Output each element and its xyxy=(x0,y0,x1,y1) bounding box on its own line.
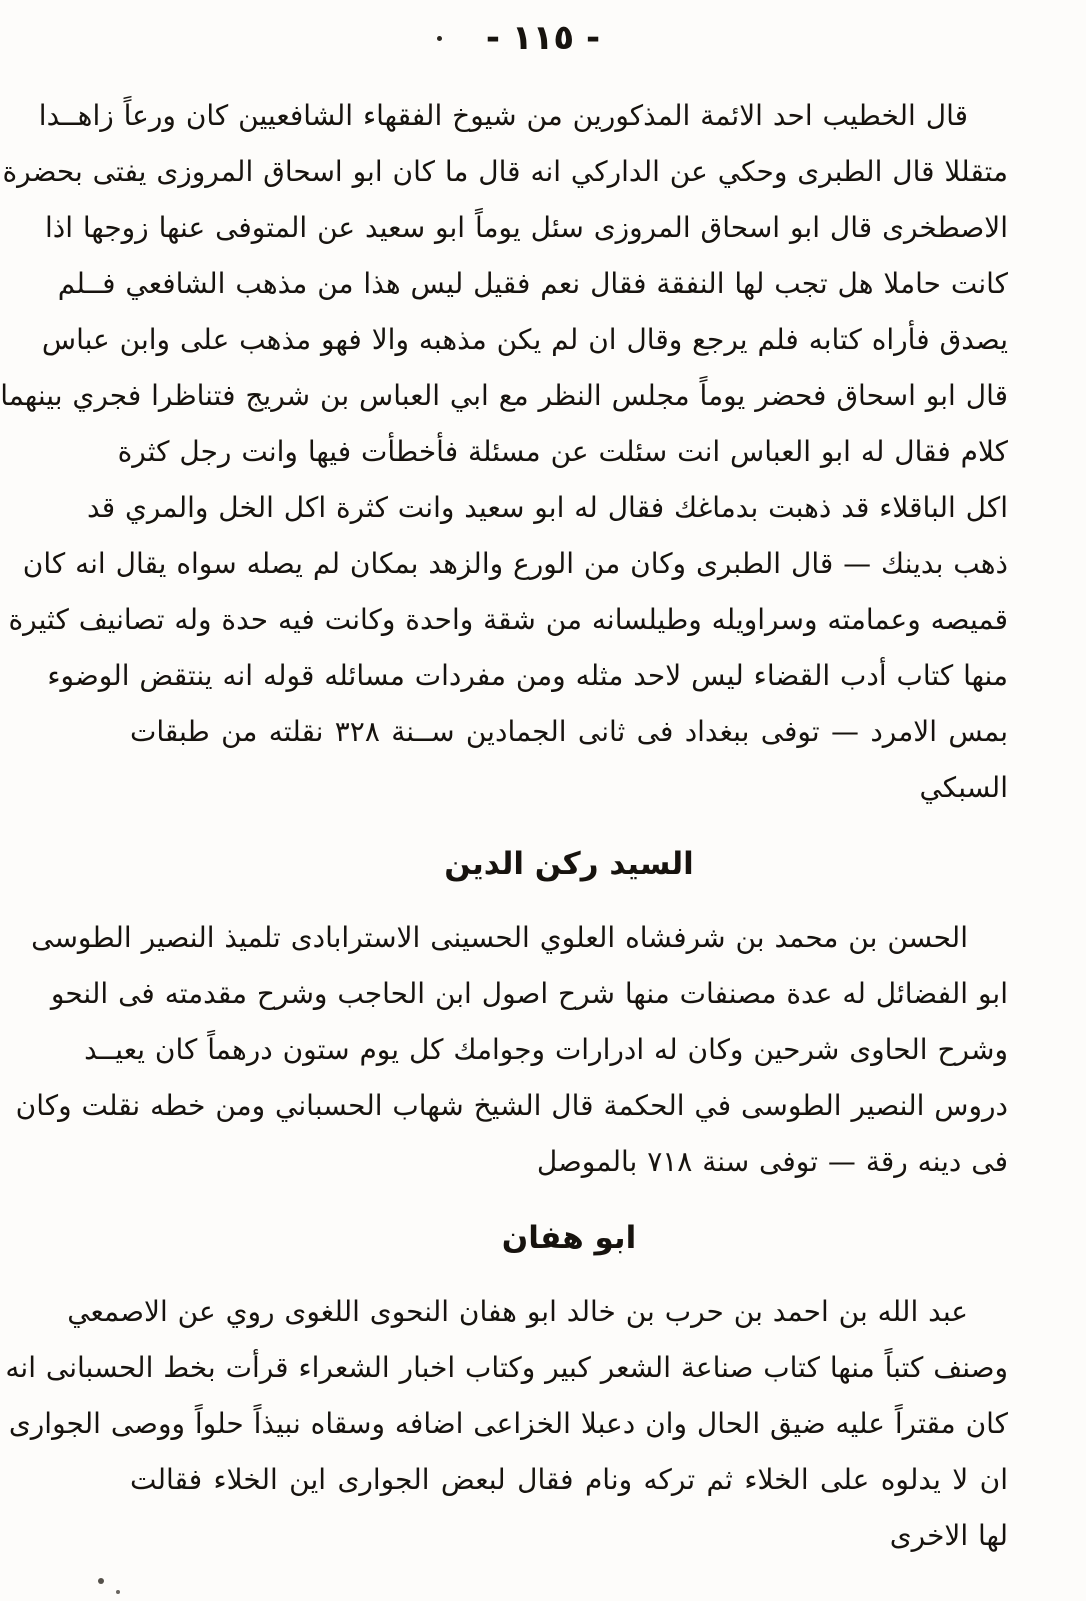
text-line: قال الخطيب احد الائمة المذكورين من شيوخ الفقهاء الشافعيين كان ورعاً زاهــدا xyxy=(38,99,968,132)
text-line: اكل الباقلاء قد ذهبت بدماغك فقال له ابو سعيد وانت كثرة اكل الخل والمري قد xyxy=(87,491,1008,524)
text-line: وشرح الحاوى شرحين وكان له ادرارات وجوامك كل يوم ستون درهماً كان يعيــد xyxy=(84,1033,1008,1066)
text-line: عبد الله بن احمد بن حرب بن خالد ابو هفان النحوى اللغوى روي عن الاصمعي xyxy=(67,1295,968,1328)
text-line: كان مقتراً عليه ضيق الحال وان دعبلا الخزاعى اضافه وسقاه نبيذاً حلواً ووصى الجوارى xyxy=(8,1407,1008,1440)
page-number: - ١١٥ - xyxy=(485,18,601,58)
text-line: الاصطخرى قال ابو اسحاق المروزى سئل يوماً ابو سعيد عن المتوفى عنها زوجها اذا xyxy=(44,211,1008,244)
text-line: بمس الامرد — توفى ببغداد فى ثانى الجمادين ســنة ٣٢٨ نقلته من طبقات السبكي xyxy=(130,715,1008,804)
page-text xyxy=(0,88,1008,1564)
section-heading: ابو هفان xyxy=(501,1220,637,1256)
text-line: وصنف كتباً منها كتاب صناعة الشعر كبير وكتاب اخبار الشعراء قرأت بخط الحسبانى انه xyxy=(5,1351,1008,1384)
text-line: الحسن بن محمد بن شرفشاه العلوي الحسينى الاسترابادى تلميذ النصير الطوسى xyxy=(31,921,968,954)
text-line: ذهب بدينك — قال الطبرى وكان من الورع والزهد بمكان لم يصله سواه يقال انه كان xyxy=(22,547,1008,580)
text-line: كانت حاملا هل تجب لها النفقة فقال نعم فقيل ليس هذا من مذهب الشافعي فــلم xyxy=(57,267,1008,300)
scan-artifact xyxy=(98,1578,104,1584)
text-line: فى دينه رقة — توفى سنة ٧١٨ بالموصل xyxy=(536,1145,1008,1178)
text-line: قميصه وعمامته وسراويله وطيلسانه من شقة واحدة وكانت فيه حدة وله تصانيف كثيرة xyxy=(8,603,1008,636)
text-line: يصدق فأراه كتابه فلم يرجع وقال ان لم يكن مذهبه والا فهو مذهب على وابن عباس xyxy=(41,323,1008,356)
text-line: قال ابو اسحاق فحضر يوماً مجلس النظر مع ابي العباس بن شريج فتناظرا فجري بينهما xyxy=(0,379,1008,412)
text-line: ان لا يدلوه على الخلاء ثم تركه ونام فقال لبعض الجوارى اين الخلاء فقالت لها الاخرى xyxy=(130,1463,1008,1552)
section-heading: السيد ركن الدين xyxy=(444,846,694,882)
paragraph xyxy=(15,910,1008,1190)
text-line: منها كتاب أدب القضاء ليس لاحد مثله ومن مفردات مسائله قوله انه ينتقض الوضوء xyxy=(47,659,1008,692)
paragraph xyxy=(5,1284,1008,1564)
text-line: ابو الفضائل له عدة مصنفات منها شرح اصول ابن الحاجب وشرح مقدمته فى النحو xyxy=(50,977,1008,1010)
text-line: دروس النصير الطوسى في الحكمة قال الشيخ شهاب الحسباني ومن خطه نقلت وكان xyxy=(15,1089,1008,1122)
scan-artifact xyxy=(116,1590,120,1594)
paragraph xyxy=(0,88,1008,816)
text-line: متقللا قال الطبرى وحكي عن الداركي انه قال ما كان ابو اسحاق المروزى يفتى بحضرة xyxy=(2,155,1008,188)
scan-speck xyxy=(437,36,442,41)
text-line: كلام فقال له ابو العباس انت سئلت عن مسئلة فأخطأت فيها وانت رجل كثرة xyxy=(117,435,1008,468)
